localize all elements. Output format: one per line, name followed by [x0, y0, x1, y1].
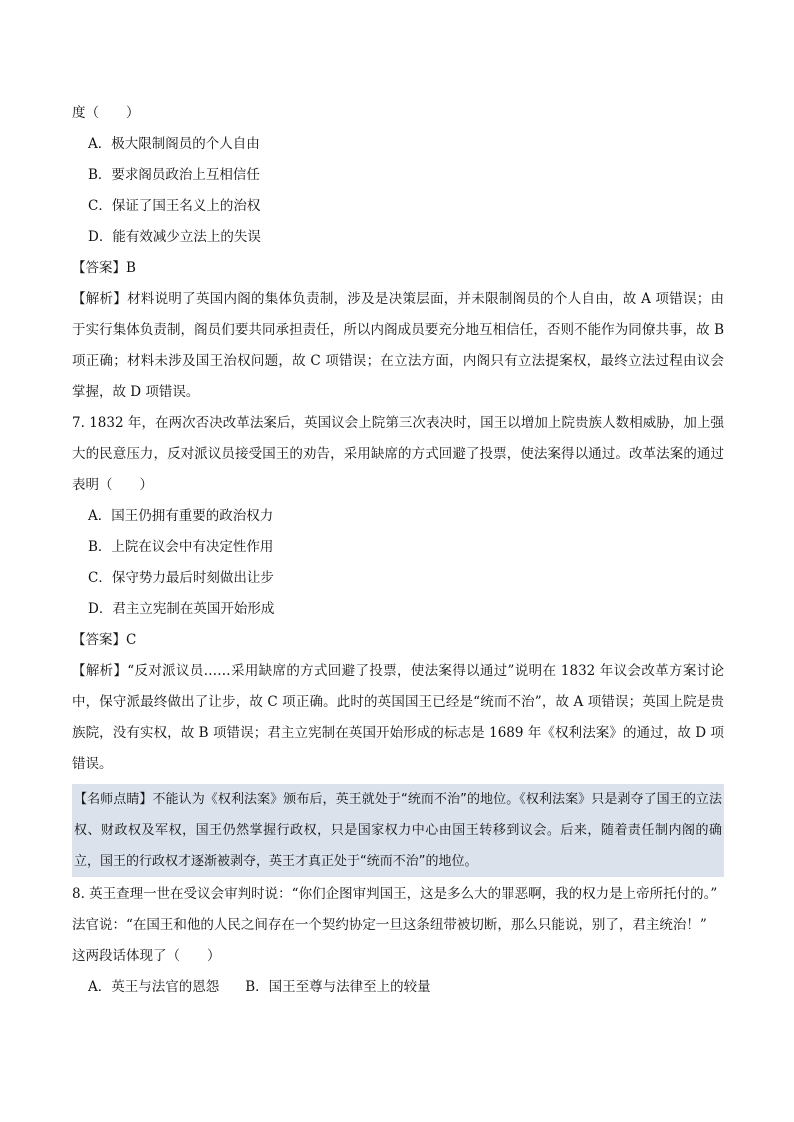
q7-stem: 7. 1832 年，在两次否决改革法案后，英国议会上院第三次表决时，国王以增加上院贵族人数相威胁，加上强大的民意压力，反对派议员接受国王的劝告，采用缺席的方式回避了投票，使法案得以通过。改革法案的通过表明（ ） — [72, 415, 724, 493]
q6-analysis: 【解析】材料说明了英国内阁的集体负责制，涉及是决策层面，并未限制阁员的个人自由，故 A 项错误；由于实行集体负责制，阁员们要共同承担责任，所以内阁成员要充分地互相信任，否则不能作为同僚共事，故 B 项正确；材料未涉及国王治权问题，故 C 项错误；在立法方面，内阁只有立法提案权，最终立法过程由议会掌握，故 D 项错误。 — [72, 291, 724, 400]
q7-analysis: 【解析】“反对派议员……采用缺席的方式回避了投票，使法案得以通过”说明在 1832 年议会改革方案讨论中，保守派最终做出了让步，故 C 项正确。此时的英国国王已经是“统而不治”，故 A 项错误；英国上院是贵族院，没有实权，故 B 项错误；君主立宪制在英国开始形成的标志是 1689 年《权利法案》的通过，故 D 项错误。 — [72, 663, 724, 772]
q6-option-d: D．能有效减少立法上的失误 — [88, 229, 261, 245]
q6-option-c: C．保证了国王名义上的治权 — [88, 198, 261, 214]
q8-stem-line-1: 8. 英王查理一世在受议会审判时说：“你们企图审判国王，这是多么大的罪恶啊，我的权力是上帝所托付的。” — [72, 886, 718, 902]
q7-option-b: B．上院在议会中有决定性作用 — [88, 539, 274, 555]
q8-stem-line-2: 法官说：“在国王和他的人民之间存在一个契约协定一旦这条纽带被切断，那么只能说，别了，君主统治！” — [72, 917, 707, 933]
q7-answer: 【答案】C — [72, 632, 137, 648]
page-content — [72, 98, 724, 1003]
q6-option-a: A．极大限制阁员的个人自由 — [88, 136, 260, 152]
q6-option-b: B．要求阁员政治上互相信任 — [88, 167, 260, 183]
q6-stem-end: 度（ ） — [72, 105, 140, 121]
q7-option-a: A．国王仍拥有重要的政治权力 — [88, 508, 274, 524]
q6-answer: 【答案】B — [72, 260, 136, 276]
q8-options-row — [72, 972, 724, 1003]
q8-stem-line-3: 这两段话体现了（ ） — [72, 948, 221, 964]
q8-option-b: B．国王至尊与法律至上的较量 — [245, 979, 431, 995]
q7-option-d: D．君主立宪制在英国开始形成 — [88, 601, 275, 617]
q7-option-c: C．保守势力最后时刻做出让步 — [88, 570, 274, 586]
q8-option-a: A．英王与法官的恩怨 — [88, 979, 220, 995]
teacher-note-box: 【名师点睛】不能认为《权利法案》颁布后，英王就处于“统而不治”的地位。《权利法案》只是剥夺了国王的立法权、财政权及军权，国王仍然掌握行政权，只是国家权力中心由国王转移到议会。后来，随着责任制内阁的确立，国王的行政权才逐渐被剥夺，英王才真正处于“统而不治”的地位。 — [72, 784, 724, 877]
